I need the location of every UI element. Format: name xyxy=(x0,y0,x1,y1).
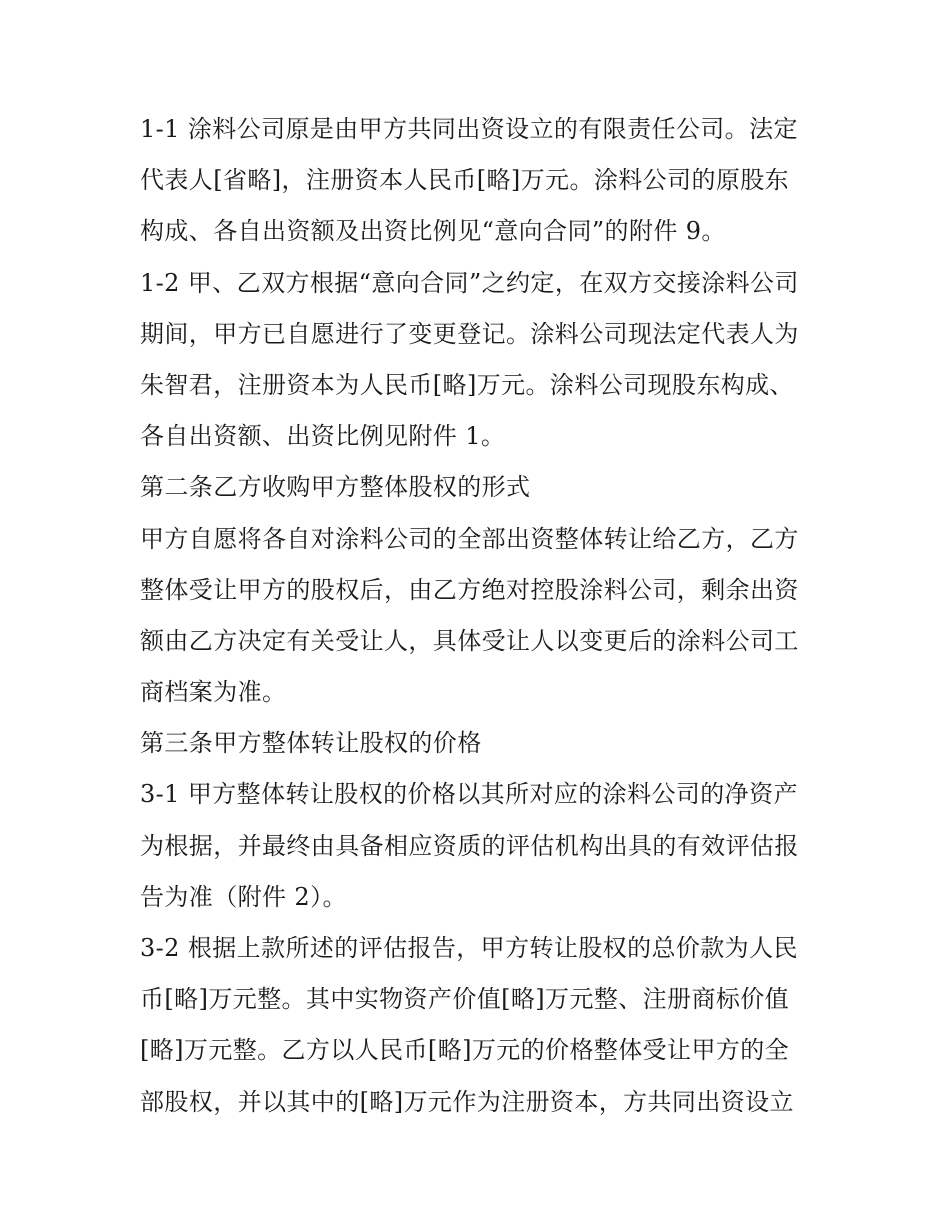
text-line: 告为准（附件 2）。 xyxy=(140,882,347,911)
text-line: 1-2 甲、乙双方根据“意向合同”之约定，在双方交接涂料公司 xyxy=(140,268,799,297)
text-line: [略]万元整。乙方以人民币[略]万元的价格整体受让甲方的全 xyxy=(140,1036,790,1065)
text-line: 为根据，并最终由具备相应资质的评估机构出具的有效评估报 xyxy=(140,831,799,860)
text-line: 商档案为准。 xyxy=(140,678,287,707)
text-line: 3-1 甲方整体转让股权的价格以其所对应的涂料公司的净资产 xyxy=(140,780,798,809)
text-line: 额由乙方决定有关受让人，具体受让人以变更后的涂料公司工 xyxy=(140,626,799,655)
text-line: 朱智君，注册资本为人民币[略]万元。涂料公司现股东构成、 xyxy=(140,370,794,399)
text-line: 各自出资额、出资比例见附件 1。 xyxy=(140,422,506,451)
document-body xyxy=(140,104,820,1128)
text-line: 整体受让甲方的股权后，由乙方绝对控股涂料公司，剩余出资 xyxy=(140,575,799,604)
text-line: 期间，甲方已自愿进行了变更登记。涂料公司现法定代表人为 xyxy=(140,319,799,348)
text-line: 部股权，并以其中的[略]万元作为注册资本，方共同出资设立 xyxy=(140,1087,794,1116)
text-line: 币[略]万元整。其中实物资产价值[略]万元整、注册商标价值 xyxy=(140,985,790,1014)
text-line: 3-2 根据上款所述的评估报告，甲方转让股权的总价款为人民 xyxy=(140,934,798,962)
section-heading-article-2: 第二条乙方收购甲方整体股权的形式 xyxy=(140,473,531,502)
text-line: 构成、各自出资额及出资比例见“意向合同”的附件 9。 xyxy=(140,217,726,246)
text-line: 甲方自愿将各自对涂料公司的全部出资整体转让给乙方，乙方 xyxy=(140,524,799,553)
text-line: 代表人[省略]，注册资本人民币[略]万元。涂料公司的原股东 xyxy=(140,166,790,195)
text-line: 1-1 涂料公司原是由甲方共同出资设立的有限责任公司。法定 xyxy=(140,115,798,143)
section-heading-article-3: 第三条甲方整体转让股权的价格 xyxy=(140,729,482,758)
